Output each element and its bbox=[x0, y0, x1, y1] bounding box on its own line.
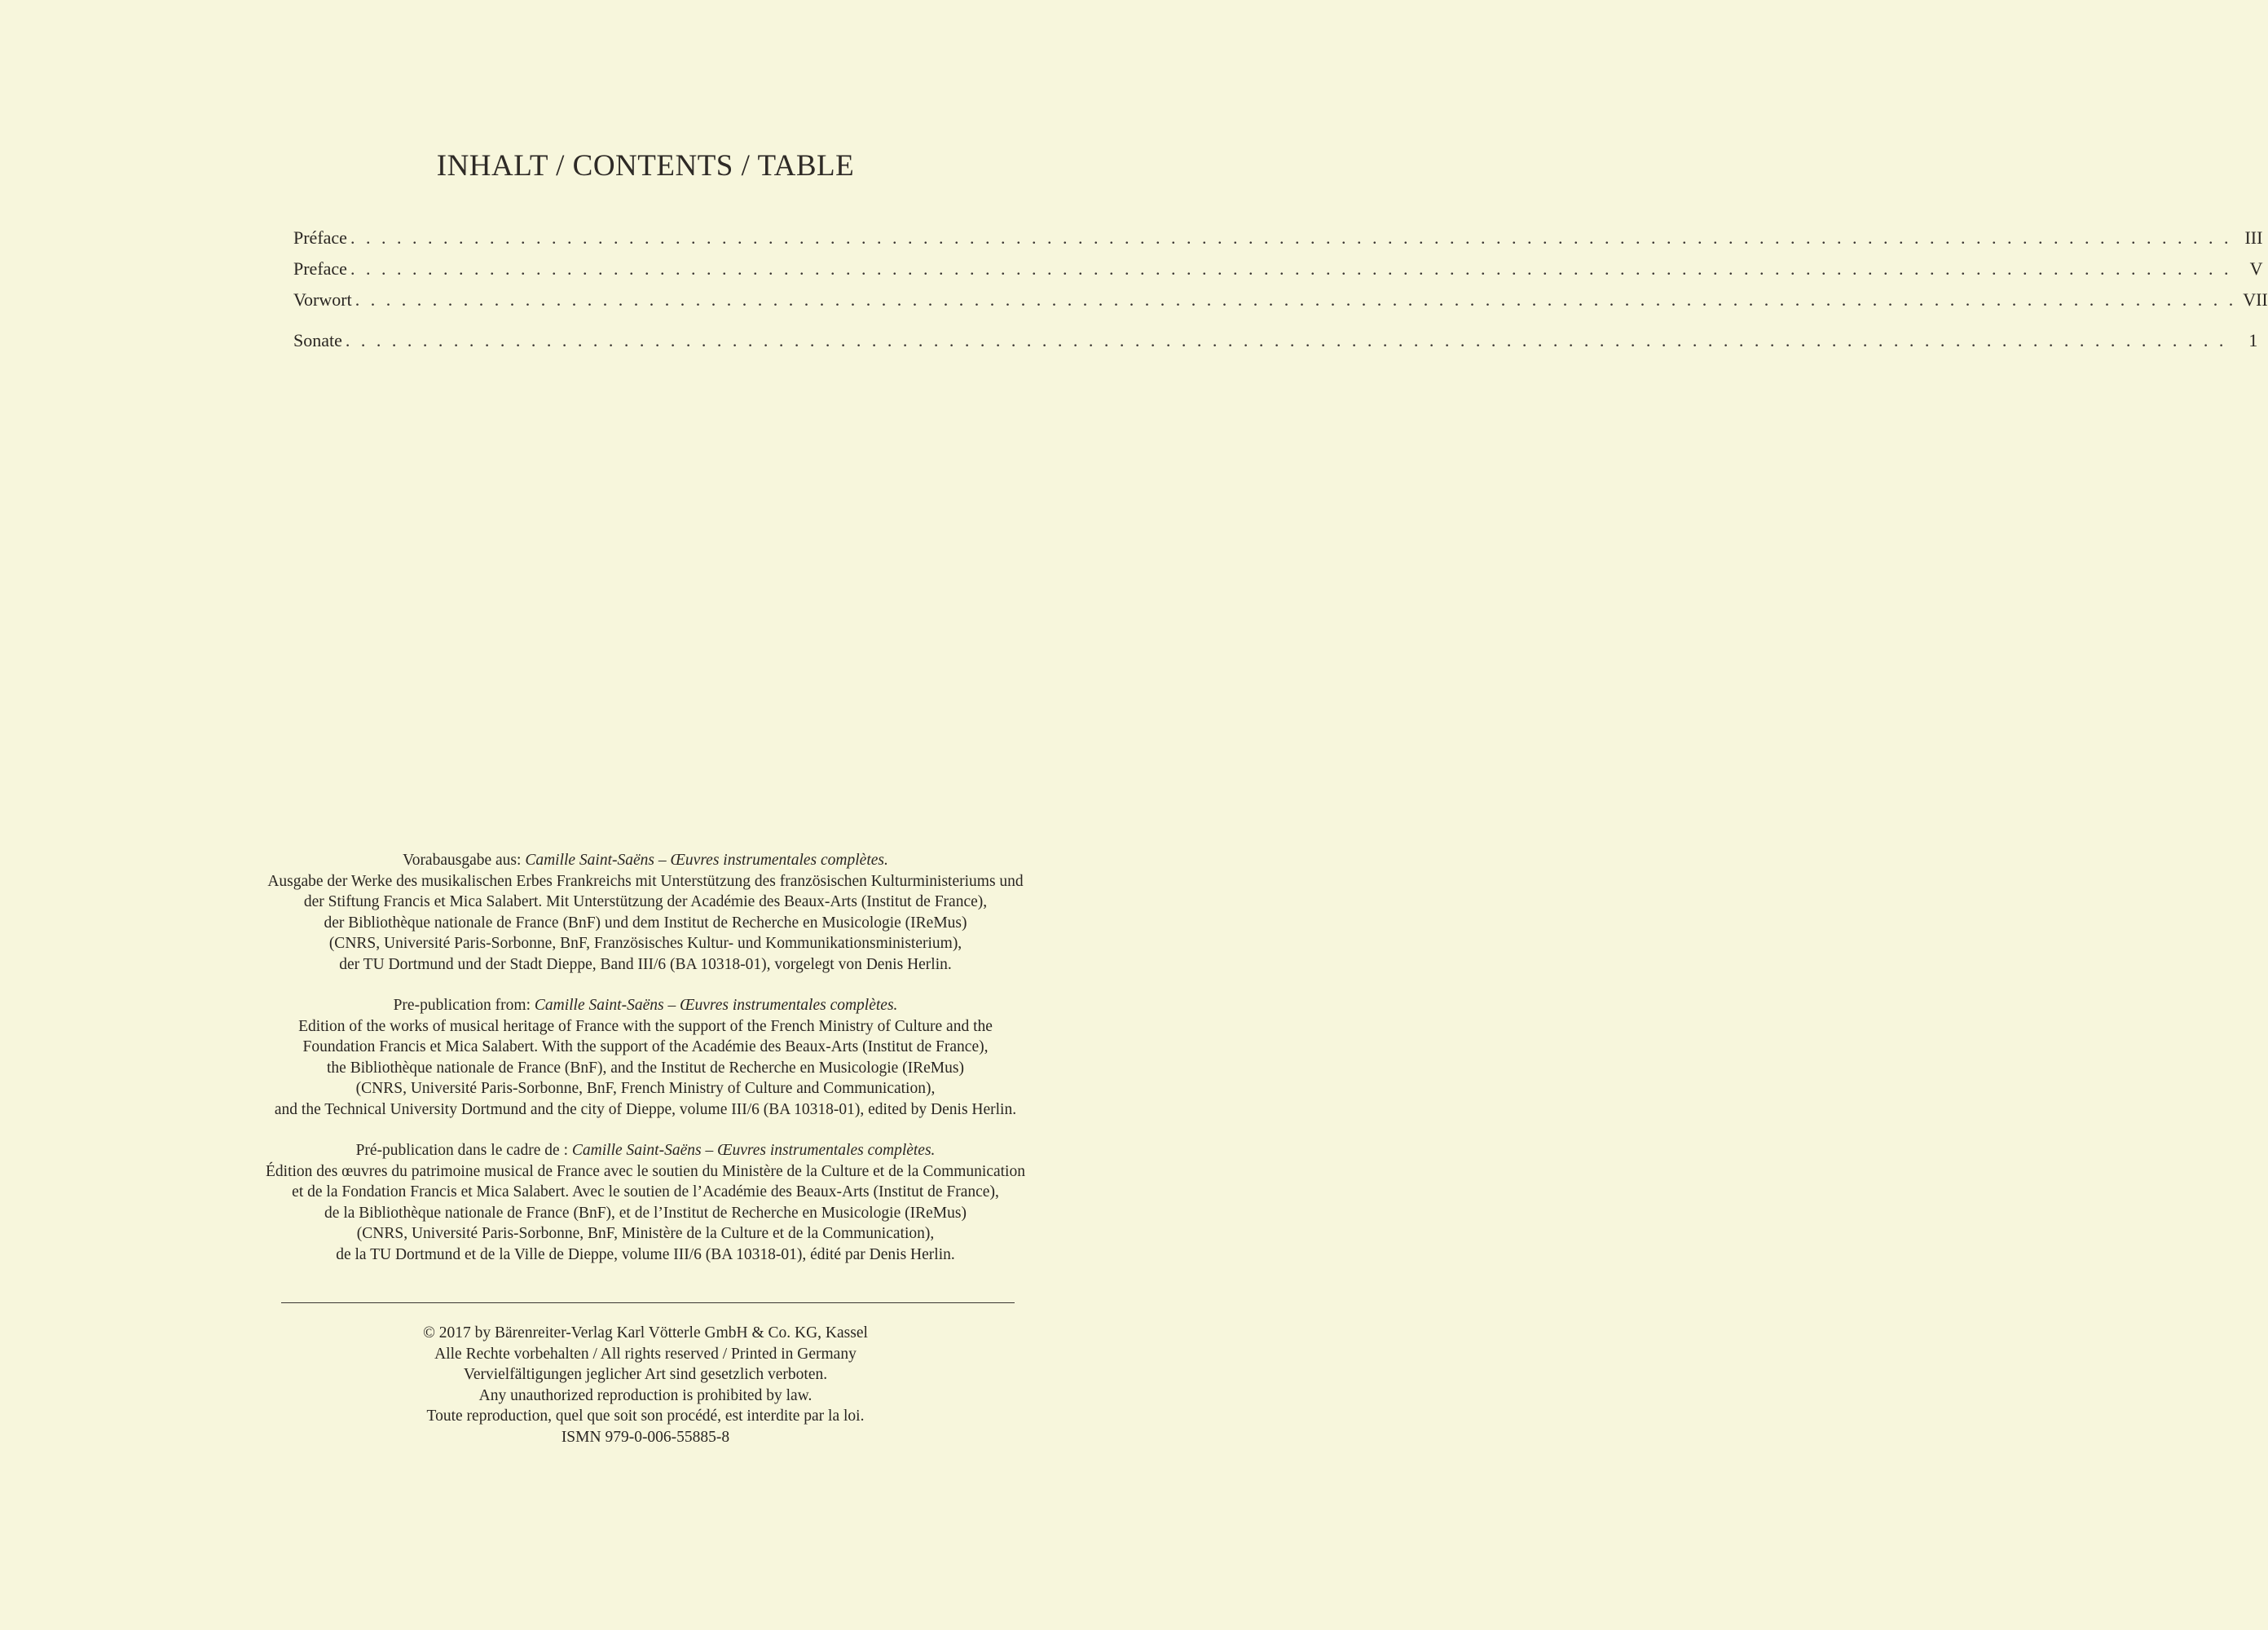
imprint-line: Ausgabe der Werke des musikalischen Erbes Frankreichs mit Unterstützung des französischen Kulturministeriums und bbox=[267, 872, 1024, 890]
toc-leader-dots: . . . . . . . . . . . . . . . . . . . . . . . . . . . . . . . . . . . . . . . . . . . . . . . . . . . . . . . . . . . . . . . . . . . . . . . . . . . . . . . . . . . . . . . . . . . . . . . . . . . . . . . . . . . . . . . . . . . . . . . . . . bbox=[355, 289, 2237, 310]
toc-entry-page: III bbox=[2244, 227, 2263, 248]
imprint-intro: Vorabausgabe aus: bbox=[403, 852, 526, 869]
imprint-intro: Pre-publication from: bbox=[393, 997, 535, 1014]
imprint-intro-line bbox=[147, 1140, 1144, 1161]
reproduction-notice-en: Any unauthorized reproduction is prohibited by law. bbox=[478, 1386, 813, 1404]
imprint-line: de la Bibliothèque nationale de France (BnF), et de l’Institut de Recherche en Musicologie (IReMus) bbox=[324, 1204, 967, 1222]
imprint-line: (CNRS, Université Paris-Sorbonne, BnF, Ministère de la Culture et de la Communication), bbox=[356, 1225, 935, 1242]
imprint-line: de la TU Dortmund et de la Ville de Dieppe, volume III/6 (BA 10318-01), édité par Denis Herlin. bbox=[336, 1245, 955, 1263]
imprint-intro-line bbox=[147, 850, 1144, 871]
table-of-contents bbox=[293, 227, 2268, 361]
imprint-work-title: Camille Saint-Saëns – Œuvres instrumentales complètes. bbox=[525, 852, 888, 869]
toc-entry-label: Vorwort bbox=[293, 289, 352, 310]
imprint-french bbox=[147, 1140, 1144, 1265]
imprint-intro-line bbox=[147, 995, 1144, 1016]
imprint-line: der Stiftung Francis et Mica Salabert. Mit Unterstützung der Académie des Beaux-Arts (Institut de France), bbox=[303, 893, 988, 910]
reproduction-notice-fr: Toute reproduction, quel que soit son procédé, est interdite par la loi. bbox=[426, 1408, 865, 1425]
toc-entry-page: V bbox=[2249, 258, 2263, 279]
toc-entry-label: Préface bbox=[293, 227, 347, 248]
ismn-number: ISMN 979-0-006-55885-8 bbox=[561, 1428, 730, 1446]
imprint-work-title: Camille Saint-Saëns – Œuvres instrumentales complètes. bbox=[534, 997, 898, 1014]
imprint-line: Edition of the works of musical heritage of France with the support of the French Ministry of Culture and the bbox=[298, 1017, 993, 1035]
toc-leader-dots: . . . . . . . . . . . . . . . . . . . . . . . . . . . . . . . . . . . . . . . . . . . . . . . . . . . . . . . . . . . . . . . . . . . . . . . . . . . . . . . . . . . . . . . . . . . . . . . . . . . . . . . . . . . . . . . . . . . . . . . . . . bbox=[350, 227, 2232, 248]
toc-entry-page: 1 bbox=[2248, 330, 2258, 350]
imprint-line: Foundation Francis et Mica Salabert. With the support of the Académie des Beaux-Arts (Institut de France), bbox=[302, 1038, 989, 1055]
imprint-work-title: Camille Saint-Saëns – Œuvres instrumentales complètes. bbox=[571, 1142, 936, 1159]
rights-line: Alle Rechte vorbehalten / All rights reserved / Printed in Germany bbox=[434, 1345, 857, 1363]
toc-leader-dots: . . . . . . . . . . . . . . . . . . . . . . . . . . . . . . . . . . . . . . . . . . . . . . . . . . . . . . . . . . . . . . . . . . . . . . . . . . . . . . . . . . . . . . . . . . . . . . . . . . . . . . . . . . . . . . . . . . . . . . . . . . bbox=[350, 258, 2232, 279]
toc-entry-page: VII bbox=[2243, 289, 2268, 310]
imprint-line: the Bibliothèque nationale de France (BnF), and the Institut de Recherche en Musicologie (IReMus) bbox=[327, 1059, 964, 1077]
imprint-german bbox=[147, 850, 1144, 975]
edition-imprint bbox=[147, 850, 1144, 1285]
toc-entry-label: Sonate bbox=[293, 330, 342, 350]
imprint-line: (CNRS, Université Paris-Sorbonne, BnF, Französisches Kultur- und Kommunikationsministerium), bbox=[328, 935, 962, 952]
imprint-line: der Bibliothèque nationale de France (BnF) und dem Institut de Recherche en Musicologie (IReMus) bbox=[324, 914, 967, 932]
imprint-line: (CNRS, Université Paris-Sorbonne, BnF, French Ministry of Culture and Communication), bbox=[355, 1080, 936, 1097]
toc-entry-label: Preface bbox=[293, 258, 347, 279]
imprint-line: der TU Dortmund und der Stadt Dieppe, Band III/6 (BA 10318-01), vorgelegt von Denis Herlin. bbox=[339, 955, 952, 973]
divider-rule bbox=[281, 1302, 1015, 1303]
reproduction-notice-de: Vervielfältigungen jeglicher Art sind gesetzlich verboten. bbox=[463, 1366, 828, 1383]
toc-leader-dots: . . . . . . . . . . . . . . . . . . . . . . . . . . . . . . . . . . . . . . . . . . . . . . . . . . . . . . . . . . . . . . . . . . . . . . . . . . . . . . . . . . . . . . . . . . . . . . . . . . . . . . . . . . . . . . . . . . . . . . . . . . bbox=[345, 330, 2227, 350]
imprint-line: and the Technical University Dortmund and the city of Dieppe, volume III/6 (BA 10318-01), edited by Denis Herlin. bbox=[274, 1100, 1017, 1118]
imprint-line: Édition des œuvres du patrimoine musical de France avec le soutien du Ministère de la Culture et de la Communication bbox=[266, 1162, 1025, 1180]
imprint-english bbox=[147, 995, 1144, 1120]
toc-entry-preface-fr[interactable] bbox=[293, 227, 2263, 258]
toc-entry-vorwort[interactable] bbox=[293, 289, 2268, 320]
copyright-notice bbox=[147, 1323, 1144, 1447]
imprint-intro: Pré-publication dans le cadre de : bbox=[355, 1142, 572, 1159]
toc-entry-preface-en[interactable] bbox=[293, 258, 2263, 289]
copyright-line: © 2017 by Bärenreiter-Verlag Karl Vötterle GmbH & Co. KG, Kassel bbox=[423, 1324, 868, 1341]
page-title: INHALT / CONTENTS / TABLE bbox=[436, 149, 855, 183]
imprint-line: et de la Fondation Francis et Mica Salabert. Avec le soutien de l’Académie des Beaux-Arts (Institut de France), bbox=[292, 1183, 999, 1200]
toc-entry-sonate[interactable] bbox=[293, 330, 2258, 361]
